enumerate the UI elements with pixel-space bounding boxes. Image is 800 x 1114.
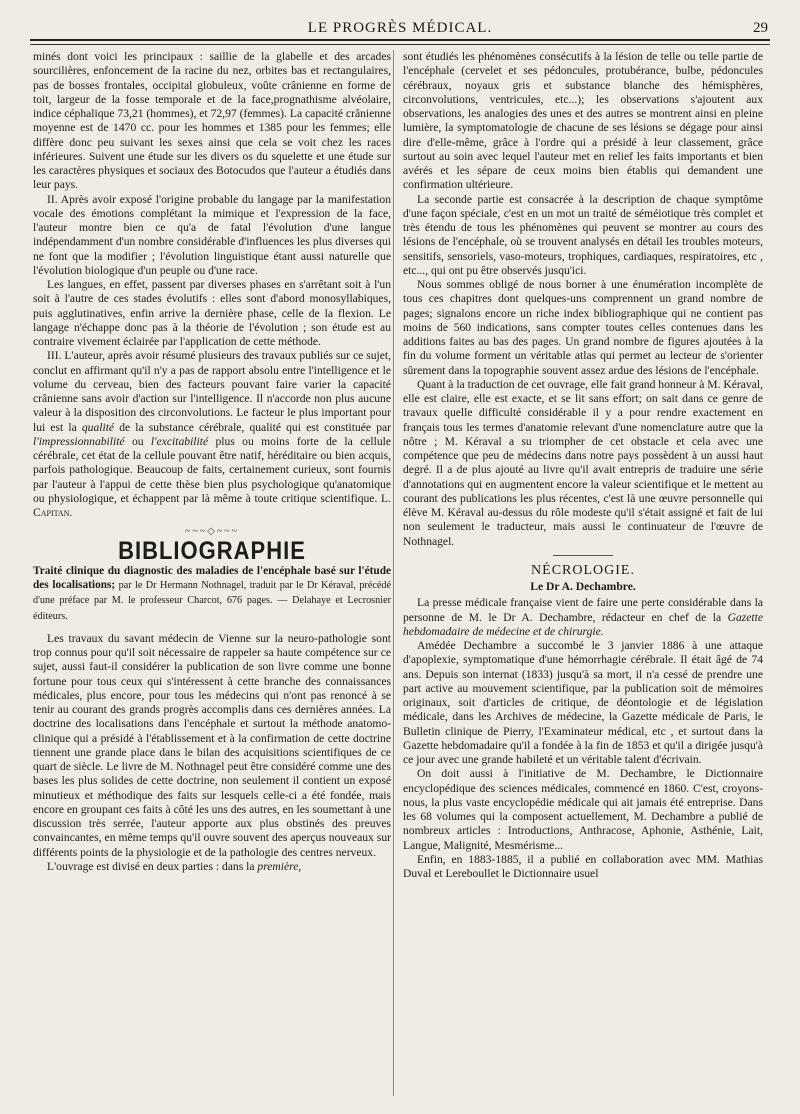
text-run: de la substance cérébrale, qualité qui est constituée par (114, 420, 392, 434)
paragraph: Les langues, en effet, passent par diverses phases en s'arrêtant soit à l'un soit à l'autre de ces stades évolutifs : elles sont d'abord monosyllabiques, puis agglutinatives, enfin arrive la dernière phase, celle de la flexion. Le langage n'échappe donc pas à la théorie de l'évolution ; son étude est au contraire vivement éclairée par l'application de cette méthode. (33, 278, 391, 348)
journal-title: LE PROGRÈS MÉDICAL. (307, 20, 493, 36)
author-signature: L. Capitan. (33, 491, 391, 519)
italic-term: qualité (81, 420, 115, 434)
paragraph: Enfin, en 1883-1885, il a publié en collaboration avec MM. Mathias Duval et Lereboullet le Dictionnaire usuel (403, 852, 763, 880)
work-details: par le Dr Hermann Nothnagel, traduit par le Dr Kéraval, précédé d'une préface par M. le professeur Charcot, 676 pages. — Delahaye et Lecrosnier éditeurs. (33, 580, 392, 622)
text-run: plus ou moins forte de la cellule cérébrale, cet état de la cellule pouvant être natif, héréditaire ou bien acquis, parfois pathologique. Beaucoup de faits, certainement curieux, sont fournis par l'auteur à l'appui de cette thèse bien plus psychologique qu'anatomique ou physiologique, et échappent par là même à toute critique scientifique. (33, 434, 392, 505)
italic-term: Gazette hebdomadaire de médecine et de chirurgie. (403, 610, 763, 638)
work-title: Traité clinique du diagnostic des maladies de l'encéphale basé sur l'étude des localisations; (33, 564, 391, 591)
paragraph: sont étudiés les phénomènes consécutifs à la lésion de telle ou telle partie de l'encéphale (cervelet et ses pédoncules, protubérance, bulbe, pédoncules cérébraux, noyaux gris et substance blanche des hémisphères, circonvolutions, ventricules, etc...); les observations s'ajoutent aux observations, les analogies des unes et des autres se montrent ainsi en pleine lumière, la symptomatologie de chacune de ses lésions se dégage pour ainsi dire d'elle-même, grâce à l'ordre qui a présidé à leur classement, grâce surtout au soin avec lequel l'auteur met en relief les faits importants et bien avérés et les sépare de ceux moins bien établis qui demandent une confirmation ultérieure. (403, 50, 763, 192)
paragraph: La seconde partie est consacrée à la description de chaque symptôme d'une façon spéciale, c'est en un mot un traité de séméiotique très complet et très étendu de tous les phénomènes qui peuvent se montrer au cours des lésions de l'encéphale, où se trouvent analysés en détail les troubles moteurs, sensitifs, sensoriels, vaso-moteurs, trophiques, cardiaques, respiratoires, etc , etc..., qui ont pu être observés jusqu'ici. (403, 192, 763, 277)
paragraph: Quant à la traduction de cet ouvrage, elle fait grand honneur à M. Kéraval, elle est claire, elle est exacte, et se lit sans effort; on sait dans ce genre de travaux quelle difficulté considérable il y a pour rendre exactement en français tous les termes d'anatomie relevant d'une nomenclature autre que la nôtre ; M. Kéraval a su triompher de cet obstacle et cela avec une compétence que peu de médecins dans notre pays possèdent à un aussi haut degré. Il a de plus ajouté au livre qu'il avait entrepris de traduire une série d'annotations qui en augmentent encore la valeur scientifique et le mettent au courant des publications les plus récentes, c'est là une œuvre personnelle qui élève M. Kéraval au-dessus du rôle modeste qu'il s'était assigné et fait de lui non seulement le traducteur, mais aussi le continuateur de l'œuvre de Nothnagel. (403, 377, 763, 548)
text-run: La presse médicale française vient de faire une perte considérable dans la personne de M. le Dr A. Dechambre, rédacteur en chef de la (403, 596, 763, 624)
section-end-rule (553, 555, 613, 556)
paragraph: Amédée Dechambre a succombé le 3 janvier 1886 à une attaque d'apoplexie, symptomatique d'une hémorrhagie cérébrale. Il était âgé de 74 ans. Depuis son internat (1833) jusqu'à sa mort, il n'a cessé de prendre une part active au mouvement scientifique, par la publication soit de mémoires originaux, soit d'articles de critique, de déontologie et de législation médicale, dans les Archives de médecine, la Gazette médicale de Paris, le Bulletin clinique de Pierry, l'Examinateur médical, etc , et surtout dans la Gazette hebdomadaire qu'il a fondée à la fin de 1853 et qu'il a dirigée jusqu'à ce jour avec une grande habileté et un véritable talent d'écrivain. (403, 639, 763, 766)
header-rule-thick (30, 39, 770, 41)
text-run: III. L'auteur, après avoir résumé plusieurs des travaux publiés sur ce sujet, conclut en affirmant qu'il n'y a pas de rapport absolu entre l'intelligence et le volume du cerveau, bien des facteurs pouvant faire varier la capacité crânienne sans avoir d'action sur l'intelligence. Il n'accorde non plus aucune valeur à la disposition des circonvolutions. Le facteur le plus important pour lui est la (33, 349, 391, 434)
paragraph (33, 349, 391, 520)
paragraph (33, 860, 391, 874)
text-run: L'ouvrage est divisé en deux parties : dans la (47, 859, 258, 873)
italic-term: première, (257, 859, 302, 873)
ornament-divider: ~~~◇~~~ (184, 526, 240, 538)
paragraph: Nous sommes obligé de nous borner à une énumération incomplète de tous ces chapitres dont quelques-uns comprennent un grand nombre de pages; signalons encore un riche index bibliographique qui ne contient pas moins de 560 indications, sans compter toutes celles contenues dans les additions faites au bas des pages. Un grand nombre de figures ajoutées à la fin du volume forment un véritable atlas qui permet au lecteur de s'orienter sûrement dans la topographie souvent assez ardue des lésions de l'encéphale. (403, 278, 763, 377)
paragraph: II. Après avoir exposé l'origine probable du langage par la manifestation vocale des émotions complétant la mimique et l'expression de la face, l'auteur montre bien ce qu'a de fatal l'évolution d'une langue indépendamment d'un nombre considérable d'influences les plus diverses qui ne font que la modifier ; l'évolution linguistique étant aussi naturelle que l'évolution biologique d'un peuple ou d'une race. (33, 192, 391, 277)
text-run: ou (124, 434, 151, 448)
section-heading-bibliographie: BIBLIOGRAPHIE (118, 535, 306, 565)
section-heading-necrologie: NÉCROLOGIE. (531, 562, 635, 578)
italic-term: l'excitabilité (150, 434, 209, 448)
left-column (33, 50, 391, 874)
right-column (403, 50, 763, 881)
paragraph: Les travaux du savant médecin de Vienne sur la neuro-pathologie sont trop connus pour qu'il soit nécessaire de rappeler sa haute compétence sur ce sujet, aussi faut-il considérer la publication de son livre comme une bonne fortune pour tous ceux qui s'intéressent à cette branche des connaissances médicales, plus encore, pour tous les médecins qui n'ont pas renoncé à se tenir au courant des grands progrès accomplis dans ces dernières années. La doctrine des localisations dans l'encéphale et surtout la méthode anatomo-clinique qui a présidé à l'établissement et à la confirmation de cette doctrine tiennent une grande place dans le bilan des acquisitions scientifiques de ce quart de siècle. Le livre de M. Nothnagel peut être considéré comme une des bases les plus solides de cette doctrine, non seulement il contient un exposé minutieux et méthodique des faits sur lesquels celle-ci a été fondée, mais encore en groupant ces faits à côté les uns des autres, en les soumettant à une discussion très serrée, l'auteur apporte aux plus obstinés des preuves convaincantes, en même temps qu'il ouvre souvent des aperçus nouveaux sur différents points de la physiologie et de la pathologie des centres nerveux. (33, 631, 391, 859)
italic-term: l'impressionnabilité (33, 434, 125, 448)
paragraph: minés dont voici les principaux : saillie de la glabelle et des arcades sourcilières, enfoncement de la racine du nez, orbites bas et rectangulaires, pas de bosses frontales, occipital globuleux, voûte crânienne en forme de toit, largeur de la fosse temporale et de la face,prognathisme alvéolaire, indice céphalique 73,21 (hommes), et 72,97 (femmes). La capacité crânienne moyenne est de 1470 cc. pour les hommes et 1385 pour les femmes; elle diffère donc peu suivant les sexes ainsi que cela se voit chez les races inférieures. Suivent une étude sur les divers os du squelette et une étude sur les caractères physiques et sociaux des Botocudos que l'auteur a étudiés dans leur pays. (33, 50, 391, 192)
header-rule-thin (30, 44, 770, 45)
paragraph: On doit aussi à l'initiative de M. Dechambre, le Dictionnaire encyclopédique des sciences médicales, commencé en 1860. C'est, croyons-nous, la plus vaste encyclopédie médicale qui ait jamais été entreprise. Dans les 68 volumes qui la composent actuellement, M. Dechambre a publié de nombreux articles : Introductions, Anthracose, Aphonie, Asthénie, Lait, Langue, Malignité, Mesmérisme... (403, 767, 763, 852)
running-header (30, 14, 770, 38)
column-divider (393, 50, 394, 1096)
paragraph (403, 596, 763, 639)
work-citation (33, 564, 391, 624)
page-number: 29 (753, 20, 768, 36)
obituary-subject: Le Dr A. Dechambre. (530, 580, 636, 593)
